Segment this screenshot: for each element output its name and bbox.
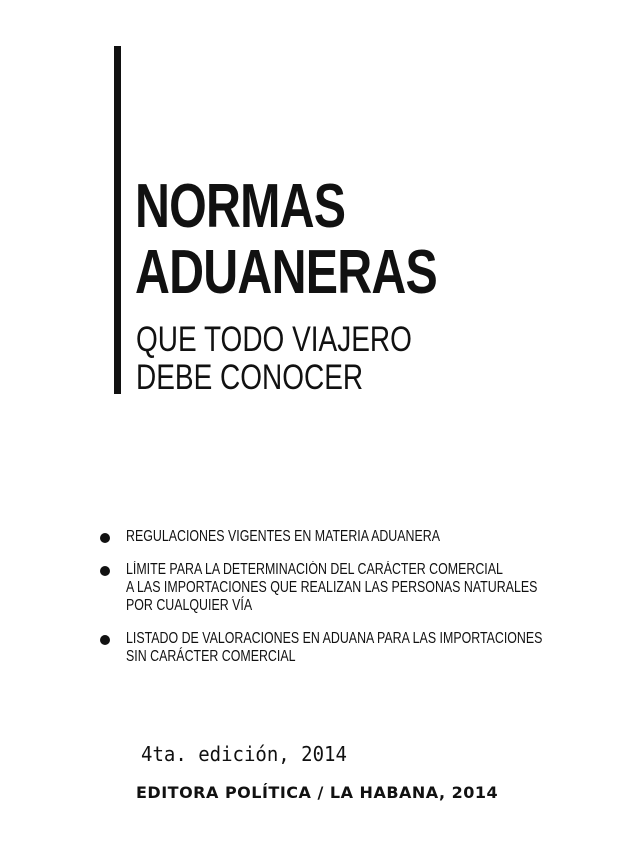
bullet-dot-icon xyxy=(100,533,110,543)
bullet-line: SIN CARÁCTER COMERCIAL xyxy=(126,648,296,665)
title-line-2: ADUANERAS xyxy=(135,238,437,307)
bullet-dot-icon xyxy=(100,635,110,645)
edition-text: 4ta. edición, 2014 xyxy=(141,742,347,766)
bullet-item xyxy=(100,528,620,546)
bullet-line: A LAS IMPORTACIONES QUE REALIZAN LAS PERSONAS NATURALES xyxy=(126,579,538,596)
bullet-list xyxy=(100,528,620,681)
bullet-line: POR CUALQUIER VÍA xyxy=(126,597,253,614)
bullet-line: LISTADO DE VALORACIONES EN ADUANA PARA LAS IMPORTACIONES xyxy=(126,630,543,647)
subtitle-line-1: QUE TODO VIAJERO xyxy=(136,320,412,359)
bullet-text xyxy=(126,528,521,546)
bullet-line: LÍMITE PARA LA DETERMINACIÓN DEL CARÁCTER COMERCIAL xyxy=(126,561,503,578)
bullet-line: REGULACIONES VIGENTES EN MATERIA ADUANERA xyxy=(126,528,440,545)
title-line-1: NORMAS xyxy=(135,172,346,241)
bullet-text xyxy=(126,630,543,666)
vertical-rule xyxy=(114,46,121,394)
bullet-dot-icon xyxy=(100,566,110,576)
bullet-item xyxy=(100,561,620,615)
bullet-item xyxy=(100,630,620,666)
subtitle-line-2: DEBE CONOCER xyxy=(136,358,364,397)
publisher-text: EDITORA POLÍTICA / LA HABANA, 2014 xyxy=(136,783,499,802)
bullet-text xyxy=(126,561,538,615)
